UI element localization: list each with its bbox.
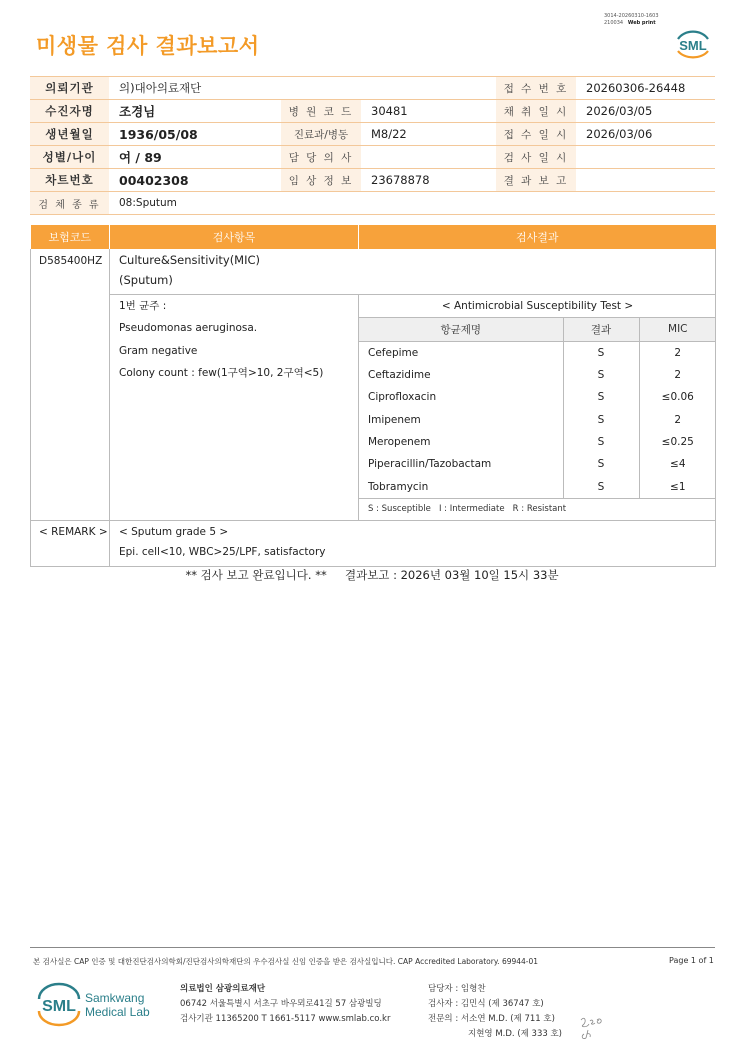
ast-title: < Antimicrobial Susceptibility Test > xyxy=(359,295,716,318)
footer-logo-line1: Samkwang xyxy=(85,991,145,1005)
ast-col-name: 항균제명 xyxy=(359,318,563,341)
staff-label-3: 전문의 : xyxy=(428,1014,459,1024)
value-sex-age: 여 / 89 xyxy=(109,146,281,169)
organism-label: 1번 균주 : xyxy=(119,300,167,312)
drug-name: Tobramycin xyxy=(368,480,429,493)
header-code: 보험코드 xyxy=(31,225,110,249)
drug-mic: 2 xyxy=(639,364,716,386)
label-sex-age: 성별/나이 xyxy=(30,146,109,169)
drug-result: S xyxy=(563,453,639,475)
footer-logo-line2: Medical Lab xyxy=(85,1005,150,1019)
test-specimen: (Sputum) xyxy=(119,273,173,287)
samkwang-logo-icon xyxy=(37,981,157,1027)
patient-info-table xyxy=(30,76,715,215)
insurance-code: D585400HZ xyxy=(31,249,110,520)
value-client: 의)대아의료재단 xyxy=(109,77,496,100)
staff-value-4: 지현영 M.D. (제 333 호) xyxy=(468,1029,563,1039)
drug-mic: 2 xyxy=(639,408,716,430)
label-client: 의뢰기관 xyxy=(30,77,109,100)
footer-org-name: 의료법인 삼광의료재단 xyxy=(180,984,266,994)
footer-address: 06742 서울특별시 서초구 바우뫼로41길 57 삼광빌딩 xyxy=(180,999,382,1009)
value-hospital-code: 30481 xyxy=(361,100,496,123)
ast-row xyxy=(359,364,716,386)
organism-gram: Gram negative xyxy=(119,344,198,357)
label-receipt-no: 접 수 번 호 xyxy=(496,77,576,100)
staff-value-3: 서소연 M.D. (제 711 호) xyxy=(460,1014,555,1024)
drug-mic: ≤1 xyxy=(639,475,716,498)
drug-result: S xyxy=(563,386,639,408)
label-dept-ward: 진료과/병동 xyxy=(281,123,361,146)
drug-result: S xyxy=(563,408,639,430)
value-patient-name: 조경님 xyxy=(109,100,281,123)
ast-table xyxy=(359,295,716,520)
ref-line-1: 3014-20260310-1603 xyxy=(604,13,659,19)
footer-staff xyxy=(428,982,562,1042)
value-dept-ward: M8/22 xyxy=(361,123,496,146)
value-chart-no: 00402308 xyxy=(109,169,281,192)
drug-name: Piperacillin/Tazobactam xyxy=(368,458,492,471)
value-dob: 1936/05/08 xyxy=(109,123,281,146)
organism-colony: Colony count : few(1구역>10, 2구역<5) xyxy=(119,366,324,379)
value-report xyxy=(576,169,715,192)
ref-print: Web print xyxy=(627,20,656,26)
drug-mic: ≤0.25 xyxy=(639,431,716,453)
value-clinical-info: 23678878 xyxy=(361,169,496,192)
drug-result: S xyxy=(563,475,639,498)
remark-line-2: Epi. cell<10, WBC>25/LPF, satisfactory xyxy=(119,545,326,558)
header-item: 검사항목 xyxy=(110,225,359,249)
result-table xyxy=(30,225,716,567)
value-collect-date: 2026/03/05 xyxy=(576,100,715,123)
organism-cell xyxy=(110,295,359,521)
drug-result: S xyxy=(563,341,639,364)
ref-line-2: 210034 xyxy=(604,20,624,26)
signature-icon xyxy=(578,1012,608,1042)
ast-row xyxy=(359,386,716,408)
label-chart-no: 차트번호 xyxy=(30,169,109,192)
completion-note: ** 검사 보고 완료입니다. ** 결과보고 : 2026년 03월 10일 15시 33분 xyxy=(185,568,559,582)
sml-logo-text: SML xyxy=(679,38,707,53)
ast-row xyxy=(359,453,716,475)
test-name: Culture&Sensitivity(MIC) xyxy=(119,253,261,267)
footer-org-info xyxy=(180,982,390,1027)
ast-col-mic: MIC xyxy=(639,318,716,341)
value-specimen: 08:Sputum xyxy=(109,192,715,215)
drug-name: Imipenem xyxy=(368,413,421,426)
drug-name: Cefepime xyxy=(368,346,419,359)
footer-cap-note: 본 검사실은 CAP 인증 및 대한진단검사의학회/진단검사의학재단의 우수검사실 신임 인증을 받은 검사실입니다. CAP Accredited Laboratory. 69944-01 xyxy=(33,957,539,966)
label-report: 결 과 보 고 xyxy=(496,169,576,192)
value-receipt-date: 2026/03/06 xyxy=(576,123,715,146)
drug-result: S xyxy=(563,364,639,386)
value-doctor xyxy=(361,146,496,169)
header-result: 검사결과 xyxy=(359,225,716,249)
sml-logo-icon xyxy=(672,25,714,63)
label-doctor: 담 당 의 사 xyxy=(281,146,361,169)
ast-row xyxy=(359,431,716,453)
label-receipt-date: 접 수 일 시 xyxy=(496,123,576,146)
remark-label: < REMARK > xyxy=(31,520,110,566)
label-clinical-info: 임 상 정 보 xyxy=(281,169,361,192)
staff-label-1: 담당자 : xyxy=(428,984,459,994)
report-title: 미생물 검사 결과보고서 xyxy=(36,34,260,58)
print-reference xyxy=(604,13,659,27)
drug-mic: ≤0.06 xyxy=(639,386,716,408)
drug-name: Meropenem xyxy=(368,435,431,448)
drug-name: Ceftazidime xyxy=(368,369,431,382)
remark-line-1: < Sputum grade 5 > xyxy=(119,525,229,538)
drug-mic: 2 xyxy=(639,341,716,364)
organism-name: Pseudomonas aeruginosa. xyxy=(119,322,258,335)
ast-row xyxy=(359,408,716,430)
drug-result: S xyxy=(563,431,639,453)
label-dob: 생년월일 xyxy=(30,123,109,146)
ast-col-result: 결과 xyxy=(563,318,639,341)
value-test-date xyxy=(576,146,715,169)
label-specimen: 검 체 종 류 xyxy=(30,192,109,215)
staff-value-2: 김민식 (제 36747 호) xyxy=(460,999,544,1009)
footer-logo-sml: SML xyxy=(42,998,76,1015)
footer-contact: 검사기관 11365200 T 1661-5117 www.smlab.co.kr xyxy=(180,1014,391,1024)
footer-divider xyxy=(30,947,715,948)
page-number: Page 1 of 1 xyxy=(669,956,714,965)
ast-cell xyxy=(359,295,716,521)
label-hospital-code: 병 원 코 드 xyxy=(281,100,361,123)
ast-row xyxy=(359,475,716,498)
label-patient-name: 수진자명 xyxy=(30,100,109,123)
staff-label-2: 검사자 : xyxy=(428,999,459,1009)
value-receipt-no: 20260306-26448 xyxy=(576,77,715,100)
drug-name: Ciprofloxacin xyxy=(368,391,437,404)
label-test-date: 검 사 일 시 xyxy=(496,146,576,169)
staff-value-1: 임형찬 xyxy=(460,984,486,994)
drug-mic: ≤4 xyxy=(639,453,716,475)
ast-legend: S : Susceptible I : Intermediate R : Resistant xyxy=(359,498,716,520)
ast-row xyxy=(359,341,716,364)
label-collect-date: 채 취 일 시 xyxy=(496,100,576,123)
